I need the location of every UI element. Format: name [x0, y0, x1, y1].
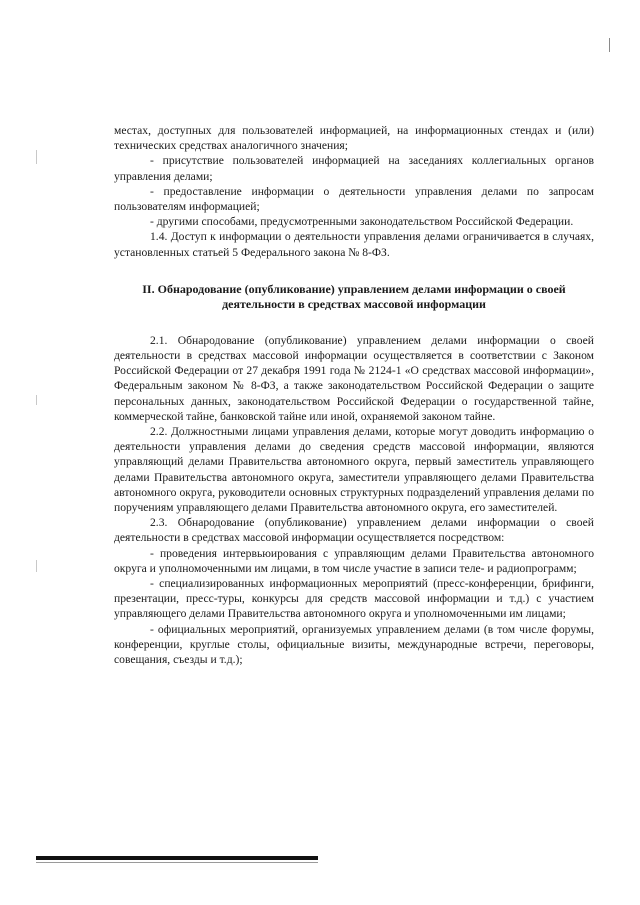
- scan-margin-mark: [609, 38, 610, 52]
- intro-list-item: - другими способами, предусмотренными законодательством Российской Федерации.: [150, 215, 574, 229]
- clause-2-2: 2.2. Должностными лицами управления делами, которые могут доводить информацию о деятельности управления делами до сведения средств массовой информации, являются управляющий делами Правительства автономного округа, первый заместитель управляющего делами Правительства автономного округа, заместители управляющего делами Правительства автономного округа, руководители основных структурных подразделений управления делами по поручениям управляющего делами Правительства автономного округа, его заместителей.: [114, 425, 594, 515]
- intro-list-item: - предоставление информации о деятельности управления делами по запросам пользователям информацией;: [114, 184, 594, 214]
- clause-2-3: 2.3. Обнародование (опубликование) управлением делами информации о своей деятельности в средствах массовой информации осуществляется посредством:: [114, 516, 594, 545]
- intro-continuation: местах, доступных для пользователей информацией, на информационных стендах и (или) технических средствах аналогичного значения;: [114, 124, 594, 153]
- intro-list-item: - присутствие пользователей информацией на заседаниях коллегиальных органов управления делами;: [114, 154, 594, 183]
- scan-bottom-line: [36, 862, 318, 863]
- scan-margin-mark: [36, 395, 37, 405]
- clause-2-3-list-item: - официальных мероприятий, организуемых управлением делами (в том числе форумы, конференции, круглые столы, официальные визиты, международные встречи, переговоры, совещания, съезды и т.д.);: [114, 622, 594, 667]
- clause-1-4: 1.4. Доступ к информации о деятельности управления делами ограничивается в случаях, установленных статьей 5 Федерального закона № 8-ФЗ.: [114, 230, 594, 259]
- clause-2-1: 2.1. Обнародование (опубликование) управлением делами информации о своей деятельности в средствах массовой информации осуществляется в соответствии с Законом Российской Федерации от 27 декабря 1991 года № 2124-1 «О средствах массовой информации», Федеральным законом № 8-ФЗ, а также законодательством Российской Федерации о защите персональных данных, законодательством Российской Федерации о государственной тайне, коммерческой тайне, банковской тайне или иной, охраняемой законом тайне.: [114, 333, 594, 423]
- section-heading: II. Обнародование (опубликование) управлением делами информации о своей деятельности в средствах массовой информации: [142, 281, 566, 312]
- clause-2-3-list-item: - проведения интервьюирования с управляющим делами Правительства автономного округа и уполномоченными им лицами, в том числе участие в записи теле- и радиопрограмм;: [114, 546, 594, 575]
- scan-margin-mark: [36, 560, 37, 572]
- scan-margin-mark: [36, 150, 37, 164]
- document-body: [114, 123, 594, 667]
- clause-2-3-list-item: - специализированных информационных мероприятий (пресс-конференции, брифинги, презентации, пресс-туры, конкурсы для средств массовой информации и т.д.) с участием управляющего делами Правительства автономного округа и уполномоченными им лицами;: [114, 577, 594, 621]
- scan-bottom-bar: [36, 856, 318, 860]
